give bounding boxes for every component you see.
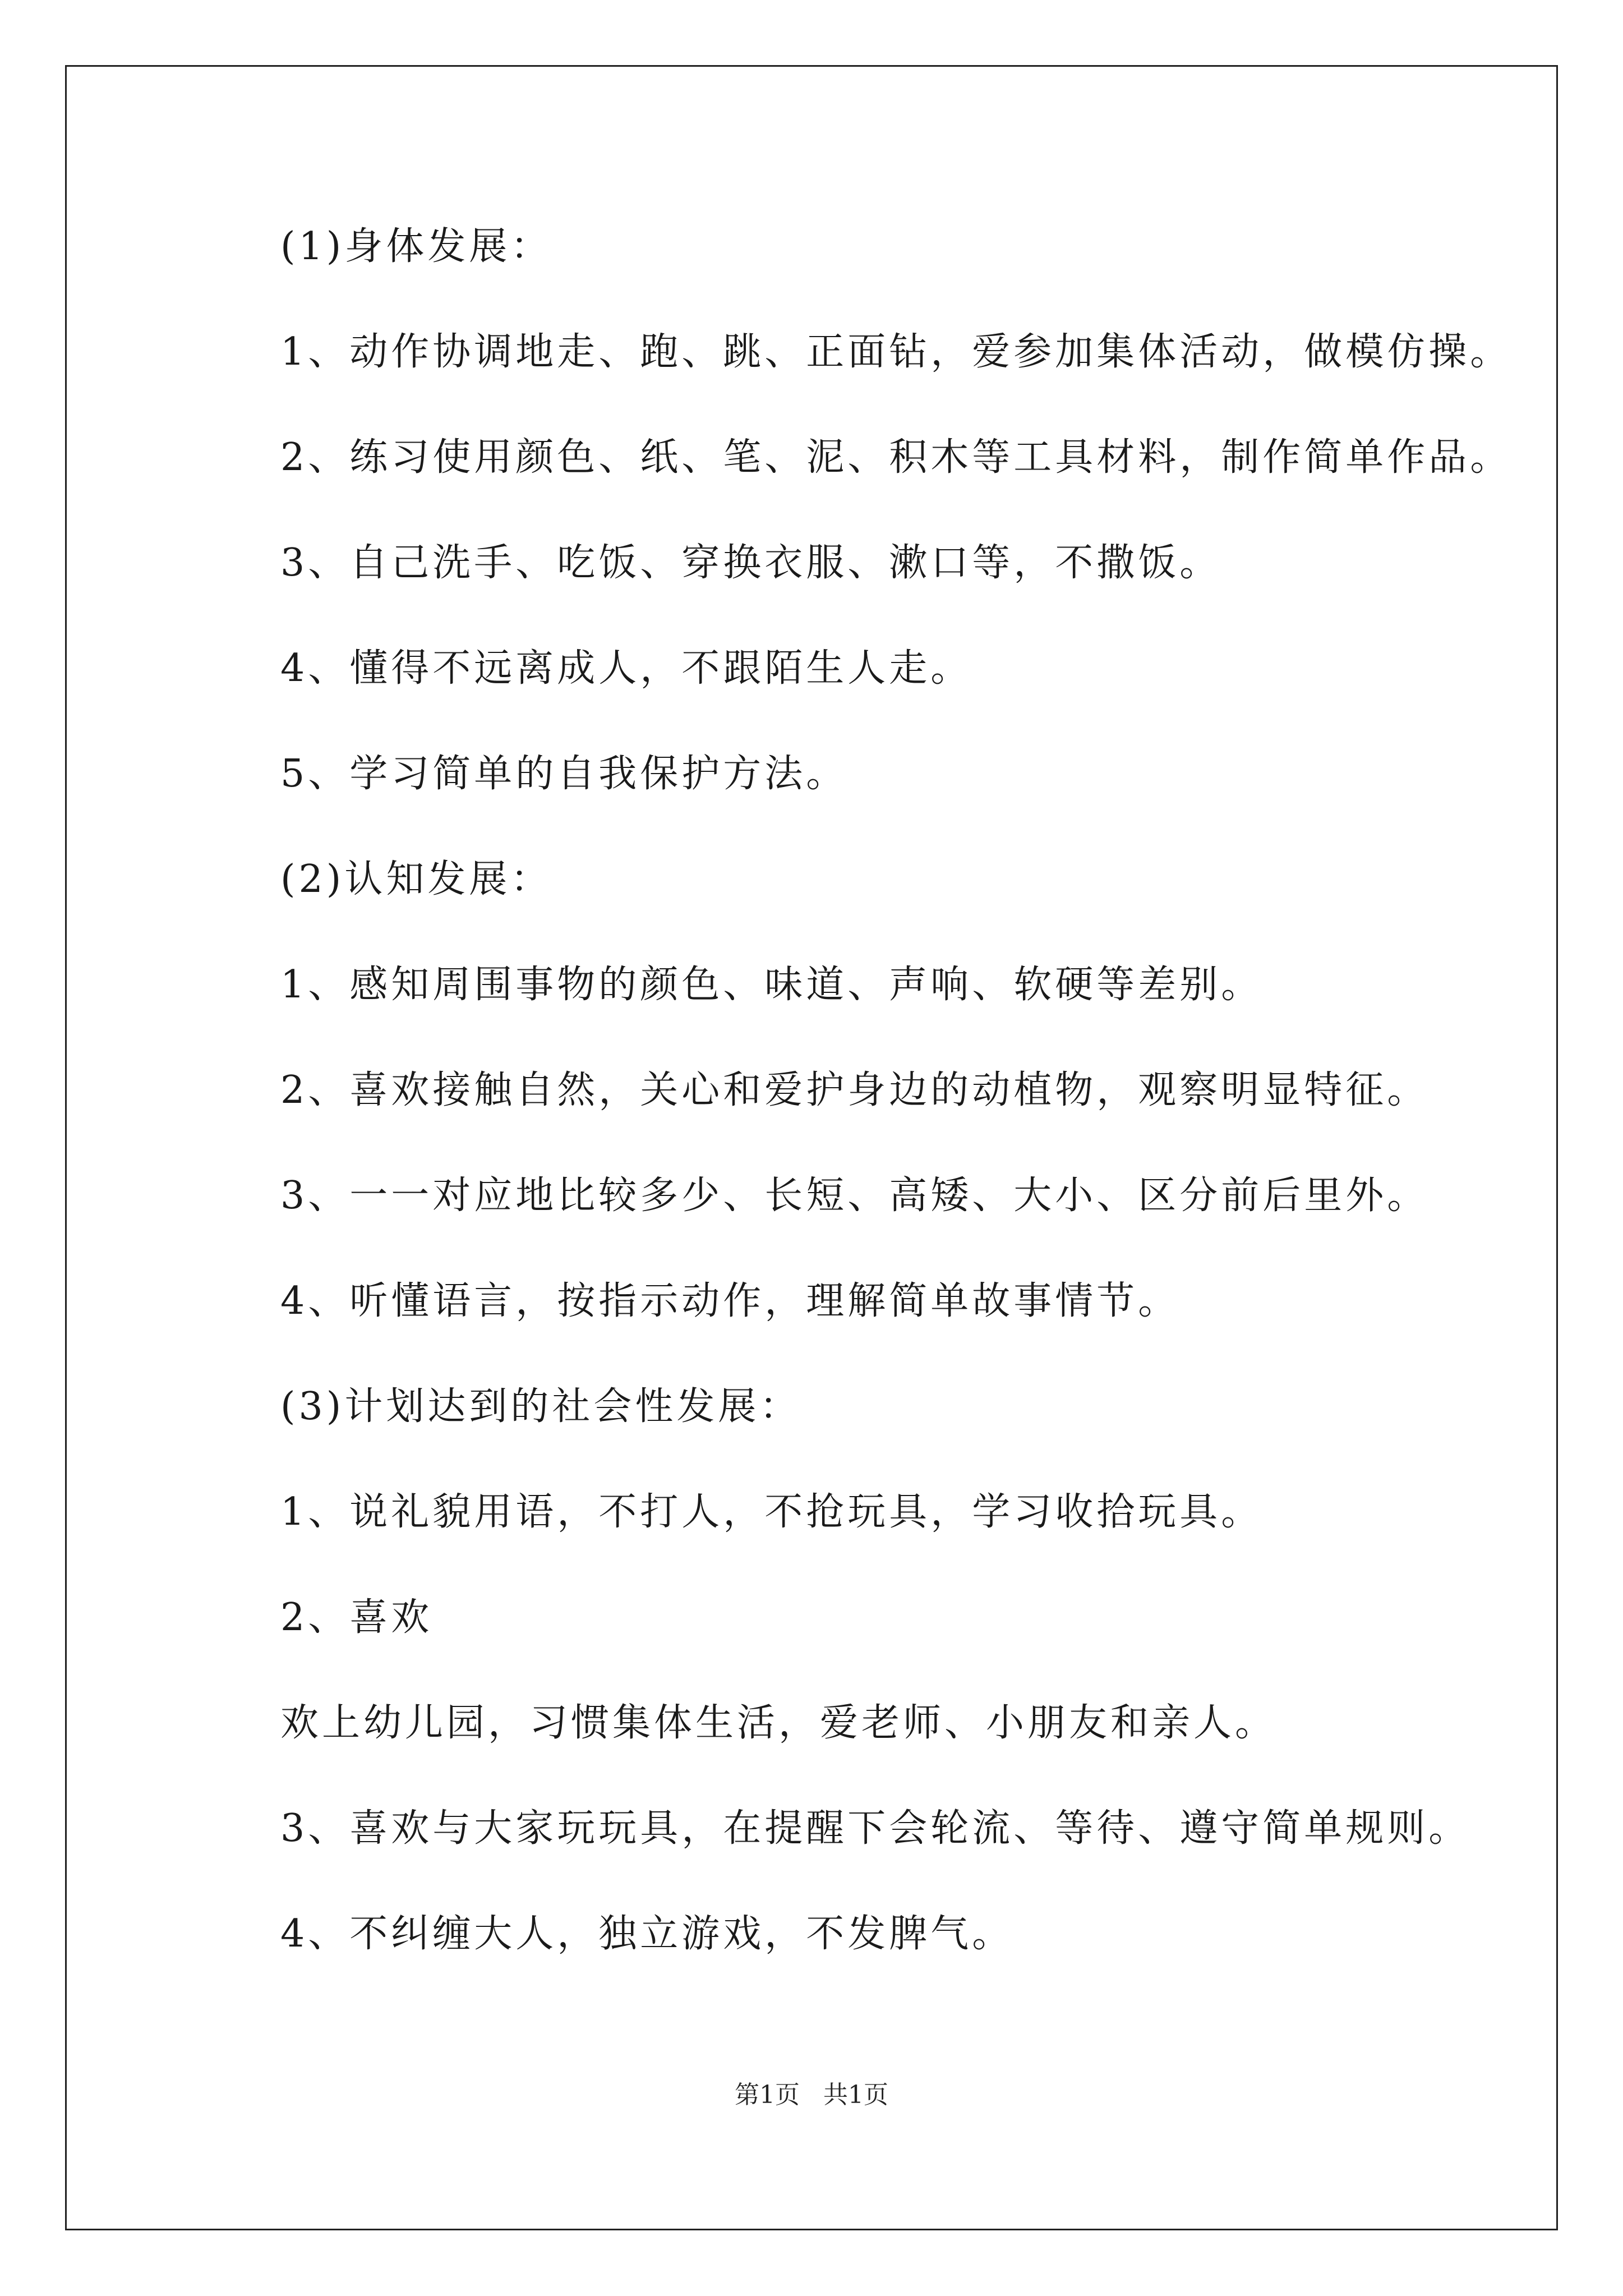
section-heading-cognitive: (2)认知发展： [280,857,552,901]
section-heading-physical: (1)身体发展： [280,224,552,269]
page-footer: 第1页 共1页 [735,2081,888,2109]
list-item: 3、一一对应地比较多少、长短、高矮、大小、区分前后里外。 [280,1174,1429,1218]
list-item: 3、自己洗手、吃饭、穿换衣服、漱口等，不撒饭。 [280,541,1221,585]
section-heading-social: (3)计划达到的社会性发展： [280,1384,801,1429]
list-item: 2、喜欢接触自然，关心和爱护身边的动植物，观察明显特征。 [280,1068,1429,1112]
document-body [280,219,1531,2012]
list-item: 4、不纠缠大人，独立游戏，不发脾气。 [280,1912,1014,1956]
list-item: 1、动作协调地走、跑、跳、正面钻，爱参加集体活动，做模仿操。 [280,330,1512,374]
list-item: 2、练习使用颜色、纸、笔、泥、积木等工具材料，制作简单作品。 [280,435,1512,480]
list-item-continuation: 欢上幼儿园，习惯集体生活，爱老师、小朋友和亲人。 [280,1701,1277,1745]
list-item: 2、喜欢 [280,1595,433,1640]
list-item: 3、喜欢与大家玩玩具，在提醒下会轮流、等待、遵守简单规则。 [280,1806,1470,1851]
list-item: 1、说礼貌用语，不打人，不抢玩具，学习收拾玩具。 [280,1490,1263,1534]
list-item: 4、听懂语言，按指示动作，理解简单故事情节。 [280,1279,1180,1323]
list-item: 4、懂得不远离成人，不跟陌生人走。 [280,646,972,691]
list-item: 5、学习简单的自我保护方法。 [280,752,848,796]
list-item: 1、感知周围事物的颜色、味道、声响、软硬等差别。 [280,963,1263,1007]
